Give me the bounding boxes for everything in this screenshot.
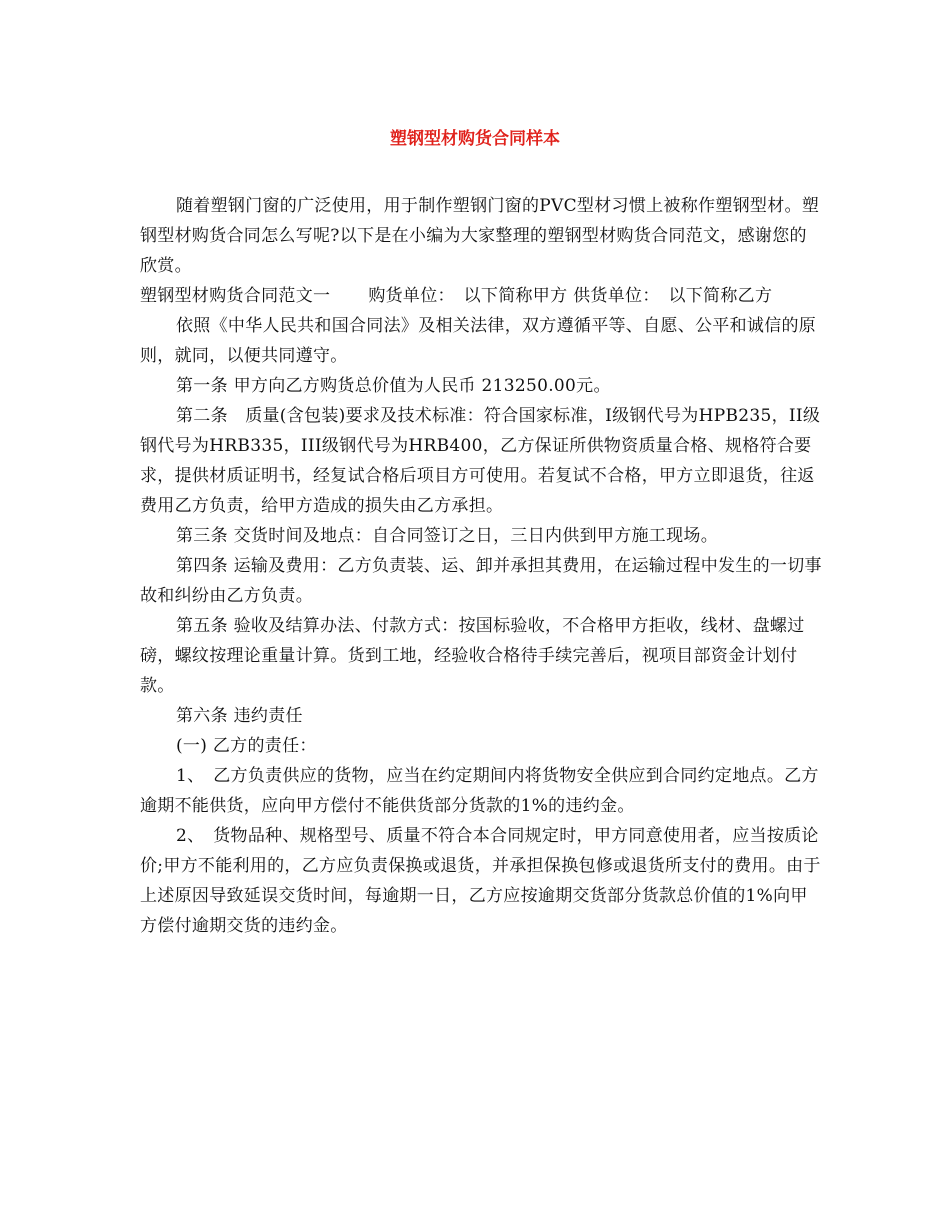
- contract-header-line: [140, 281, 822, 311]
- document-title: 塑钢型材购货合同样本: [390, 129, 560, 149]
- contract-name: 塑钢型材购货合同范文一: [140, 286, 331, 306]
- clause-2: 2、 货物品种、规格型号、质量不符合本合同规定时，甲方同意使用者，应当按质论价;甲方不能利用的，乙方应负责保换或退货，并承担保换包修或退货所支付的费用。由于上述原因导致延误交货时间，每逾期一日，乙方应按逾期交货部分货款总价值的1%向甲方偿付逾期交货的违约金。: [140, 826, 821, 936]
- preamble-paragraph: 依照《中华人民共和国合同法》及相关法律，双方遵循平等、自愿、公平和诚信的原则，就同，以便共同遵守。: [140, 316, 817, 366]
- article-2: 第二条 质量(含包装)要求及技术标准：符合国家标准，I级钢代号为HPB235，II级钢代号为HRB335，III级钢代号为HRB400，乙方保证所供物资质量合格、规格符合要求，提供材质证明书，经复试合格后项目方可使用。若复试不合格，甲方立即退货，往返费用乙方负责，给甲方造成的损失由乙方承担。: [140, 406, 821, 516]
- clause-1: 1、 乙方负责供应的货物，应当在约定期间内将货物安全供应到合同约定地点。乙方逾期不能供货，应向甲方偿付不能供货部分货款的1%的违约金。: [140, 766, 819, 816]
- article-1: 第一条 甲方向乙方购货总价值为人民币 213250.00元。: [176, 376, 611, 396]
- seller-label: 供货单位： 以下简称乙方: [573, 286, 773, 306]
- document-body: [140, 191, 822, 941]
- buyer-label: 购货单位： 以下简称甲方: [368, 286, 568, 306]
- article-5: 第五条 验收及结算办法、付款方式：按国标验收，不合格甲方拒收，线材、盘螺过磅，螺纹按理论重量计算。货到工地，经验收合格待手续完善后，视项目部资金计划付款。: [140, 616, 805, 696]
- section-seller-duties: (一) 乙方的责任：: [176, 736, 317, 756]
- article-6: 第六条 违约责任: [176, 706, 303, 726]
- article-3: 第三条 交货时间及地点：自合同签订之日，三日内供到甲方施工现场。: [176, 526, 719, 546]
- article-4: 第四条 运输及费用：乙方负责装、运、卸并承担其费用，在运输过程中发生的一切事故和纠纷由乙方负责。: [140, 556, 822, 606]
- intro-paragraph: 随着塑钢门窗的广泛使用，用于制作塑钢门窗的PVC型材习惯上被称作塑钢型材。塑钢型材购货合同怎么写呢?以下是在小编为大家整理的塑钢型材购货合同范文，感谢您的欣赏。: [140, 196, 820, 276]
